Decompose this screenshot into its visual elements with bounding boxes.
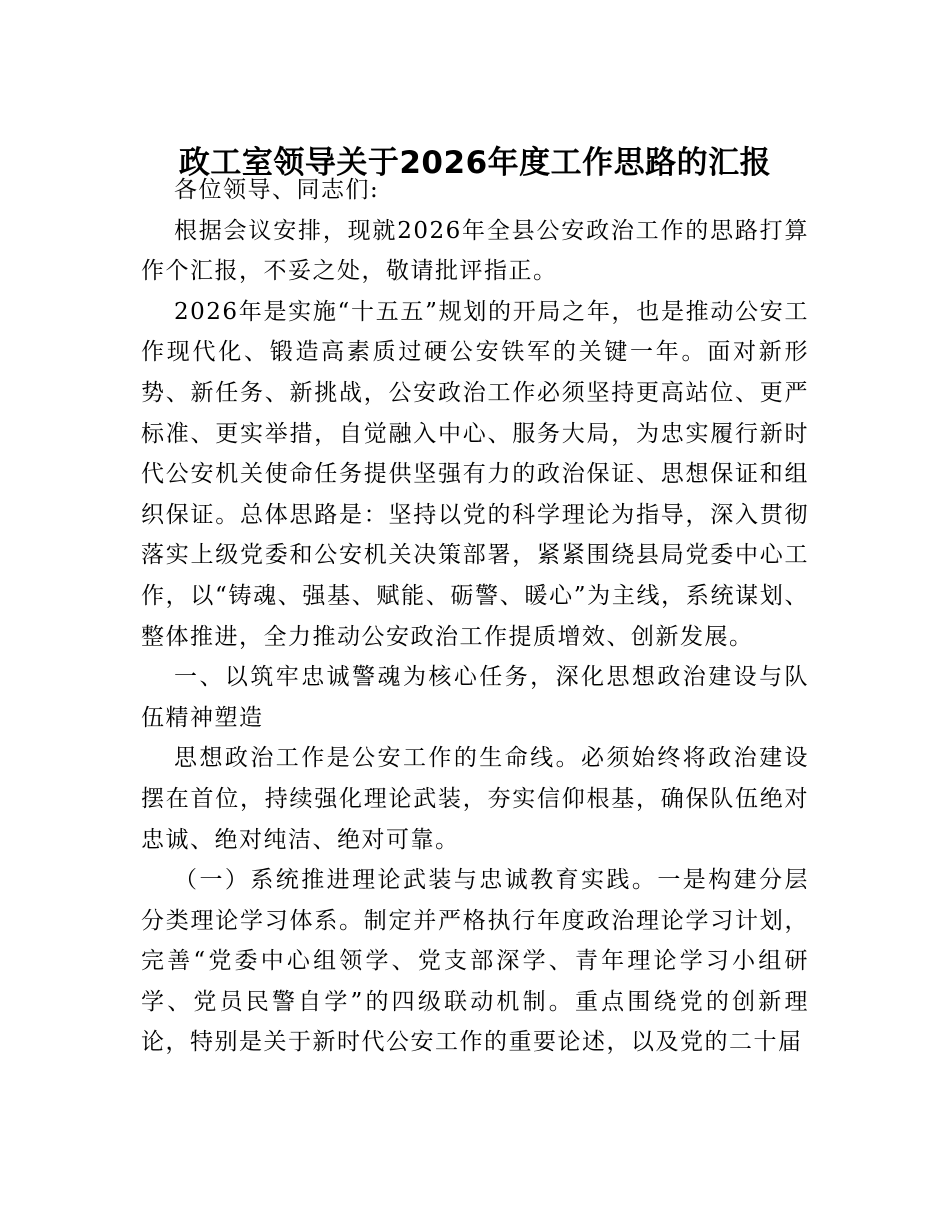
document-body [141,170,809,1063]
paragraph-subsection-1: （一）系统推进理论武装与忠诚教育实践。一是构建分层分类理论学习体系。制定并严格执行年度政治理论学习计划，完善“党委中心组领学、党支部深学、青年理论学习小组研学、党员民警自学”的四级联动机制。重点围绕党的创新理论，特别是关于新时代公安工作的重要论述，以及党的二十届 [141,867,809,1056]
paragraph-overview: 2026年是实施“十五五”规划的开局之年，也是推动公安工作现代化、锻造高素质过硬公安铁军的关键一年。面对新形势、新任务、新挑战，公安政治工作必须坚持更高站位、更严标准、更实举措，自觉融入中心、服务大局，为忠实履行新时代公安机关使命任务提供坚强有力的政治保证、思想保证和组织保证。总体思路是：坚持以党的科学理论为指导，深入贯彻落实上级党委和公安机关决策部署，紧紧围绕县局党委中心工作，以“铸魂、强基、赋能、砺警、暖心”为主线，系统谋划、整体推进，全力推动公安政治工作提质增效、创新发展。 [141,298,809,650]
salutation: 各位领导、同志们: [174,177,380,203]
section-heading-1: 一、以筑牢忠诚警魂为核心任务，深化思想政治建设与队伍精神塑造 [141,664,809,731]
document-title: 政工室领导关于2026年度工作思路的汇报 [178,145,772,181]
paragraph-intro: 根据会议安排，现就2026年全县公安政治工作的思路打算作个汇报，不妥之处，敬请批评指正。 [141,217,809,285]
paragraph-section-1: 思想政治工作是公安工作的生命线。必须始终将政治建设摆在首位，持续强化理论武装，夯实信仰根基，确保队伍绝对忠诚、绝对纯洁、绝对可靠。 [141,745,809,853]
